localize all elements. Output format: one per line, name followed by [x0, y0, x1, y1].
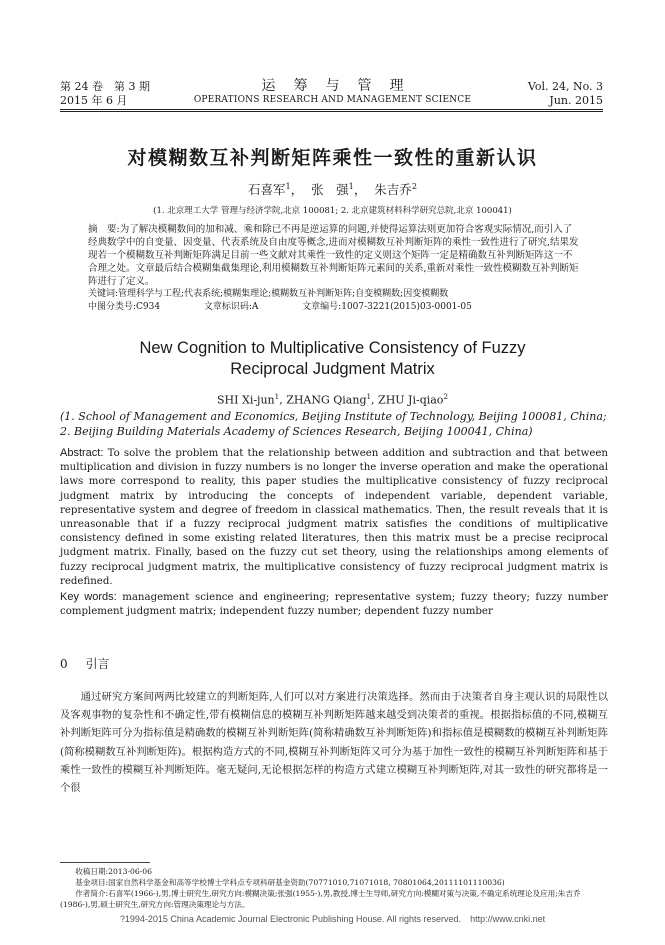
- title-en-line1: New Cognition to Multiplicative Consistency of Fuzzy: [139, 339, 526, 357]
- abstract-en-text: To solve the problem that the relationship between addition and subtraction and that between multiplication and division in fuzzy numbers is no longer the inverse operation and make the operational laws more correspond to reality, this paper studies the multiplicative consistency of fuzzy reciprocal judgment matrix by introducing the concepts of independent variable, dependent variable, representative system and degree of freedom in classical mathematics. Then, the result reveals that it is unreasonable that if a fuzzy reciprocal judgment matrix satisfies the conditions of multiplicative consistency defined in some existing related literatures, then this matrix must be a precise reciprocal judgment matrix. Finally, based on the fuzzy cut set theory, using the relationships among elements of fuzzy reciprocal judgment matrix, the multiplicative consistency of fuzzy reciprocal judgment matrix is redefined.: [60, 448, 608, 587]
- author-cn-1: 石喜军: [248, 182, 286, 197]
- keywords-cn-label: 关键词:: [88, 289, 119, 299]
- keywords-cn-text: 管理科学与工程;代表系统;模糊集理论;模糊数互补判断矩阵;自变模糊数;因变模糊数: [118, 289, 449, 299]
- author-en-1: SHI Xi-jun: [217, 393, 275, 407]
- abstract-en: [60, 446, 608, 589]
- keywords-en-text: management science and engineering; representative system; fuzzy theory; fuzzy number complement judgment matrix; independent fuzzy number; dependent fuzzy number: [60, 592, 608, 618]
- author-cn-2: 张 强: [311, 182, 349, 197]
- author-cn-3: 朱吉乔: [374, 182, 412, 197]
- affiliation-en: (1. School of Management and Economics, Beijing Institute of Technology, Beijing 100081, China; 2. Beijing Building Materials Academy of Sciences Research, Beijing 100041, China): [60, 410, 607, 438]
- journal-name-en: OPERATIONS RESEARCH AND MANAGEMENT SCIENCE: [193, 95, 472, 105]
- keywords-en: [60, 590, 608, 619]
- affiliation-cn: (1. 北京理工大学 管理与经济学院,北京 100081; 2. 北京建筑材料科学研究总院,北京 100041): [153, 206, 512, 216]
- doc-code: A: [251, 302, 259, 312]
- clc-code: C934: [136, 302, 161, 312]
- author-en-3-sup: 2: [443, 392, 448, 401]
- title-en: [0, 338, 665, 380]
- authors-en: SHI Xi-jun$^1$, ZHANG Qiang$^1$, ZHU Ji-qiao$^2$: [217, 392, 448, 407]
- abstract-cn-paragraph: [88, 223, 580, 288]
- section-number: 0: [60, 657, 68, 671]
- author-en-2: ZHANG Qiang: [286, 393, 367, 407]
- header-volume: 第 24 卷 第 3 期: [60, 80, 150, 93]
- abstract-cn: [88, 223, 580, 314]
- clc-label: 中图分类号:: [88, 302, 137, 312]
- author-cn-3-sup: 2: [411, 180, 417, 191]
- keywords-en-label: Key words:: [60, 591, 117, 603]
- section-title: 引言: [85, 657, 110, 671]
- author-en-2-sup: 1: [366, 392, 372, 401]
- header-volume-en-line1: Vol. 24, No. 3: [527, 80, 603, 93]
- title-cn: 对模糊数互补判断矩阵乘性一致性的重新认识: [127, 147, 538, 169]
- abstract-en-label: Abstract:: [60, 447, 104, 459]
- copyright-notice: ?1994-2015 China Academic Journal Electronic Publishing House. All rights reserved. http://www.cnki.net: [119, 914, 546, 924]
- authors-cn: 石喜军$^1$， 张 强$^1$， 朱吉乔$^2$: [248, 180, 417, 197]
- abstract-cn-label: 摘 要:: [88, 224, 120, 235]
- footnote-fund: 基金项目:国家自然科学基金和高等学校博士学科点专项科研基金资助(70771010,71071018, 70801064,20111101110036): [75, 878, 505, 887]
- article-number: 1007-3221(2015)03-0001-05: [341, 302, 472, 312]
- footnote-rule: [60, 862, 150, 863]
- keywords-cn: [88, 288, 580, 301]
- header-date: 2015 年 6 月: [60, 94, 128, 107]
- body-paragraph: 通过研究方案间两两比较建立的判断矩阵,人们可以对方案进行决策选择。然而由于决策者自身主观认识的局限性以及客观事物的复杂性和不确定性,带有模糊信息的模糊互补判断矩阵越来越受到决策者的重视。根据指标值的不同,模糊互补判断矩阵可分为指标值是精确数的模糊互补判断矩阵(简称精确数互补判断矩阵)和指标值是模糊数的模糊互补判断矩阵(简称模糊数互补判断矩阵)。根据构造方式的不同,模糊互补判断矩阵又可分为基于加性一致性的模糊互补判断矩阵和基于乘性一致性的模糊互补判断矩阵。毫无疑问,无论根据怎样的构造方式建立模糊互补判断矩阵,对其一致性的研究都将是一个很: [60, 691, 608, 795]
- doc-code-label: 文章标识码:: [203, 302, 252, 312]
- article-number-label: 文章编号:: [302, 302, 342, 312]
- footnote-received: 收稿日期:2013-06-06: [75, 867, 152, 876]
- footnotes: [60, 866, 608, 910]
- footnote-bio: 作者简介:石喜军(1966-),男,博士研究生,研究方向:模糊决策;张强(1955-),男,教授,博士生导师,研究方向:模糊对策与决策,不确定系统理论及应用;朱吉乔(1986-),男,硕士研究生,研究方向:管理决策理论与方法。: [60, 889, 581, 909]
- journal-name-cn: 运筹与管理: [261, 78, 422, 94]
- header-volume-en: [528, 80, 603, 108]
- header-rule: [60, 109, 603, 110]
- title-en-line2: Reciprocal Judgment Matrix: [230, 360, 435, 378]
- author-cn-2-sup: 1: [348, 180, 354, 191]
- abstract-cn-text: 为了解决模糊数间的加和减、乘和除已不再是逆运算的问题,并使得运算法则更加符合客观实际情况,而引入了经典数学中的自变量、因变量、代表系统及自由度等概念,进而对模糊数互补判断矩阵的乘性一致性进行了研究,结果发现若一个模糊数互补判断矩阵满足目前一些文献对其乘性一致性的定义则这个矩阵一定是精确数互补判断矩阵这一不合理之处。文章最后结合模糊集截集理论,利用模糊数互补判断矩阵元素间的关系,重新对乘性一致性模糊数互补判断矩阵进行了定义。: [88, 224, 579, 287]
- header-rule-second: [60, 111, 603, 112]
- classification-line: [88, 301, 580, 314]
- author-en-1-sup: 1: [274, 392, 280, 401]
- section-heading: [60, 655, 109, 672]
- author-cn-1-sup: 1: [285, 180, 291, 191]
- header-date-en: Jun. 2015: [549, 94, 603, 107]
- author-en-3: ZHU Ji-qiao: [378, 393, 444, 407]
